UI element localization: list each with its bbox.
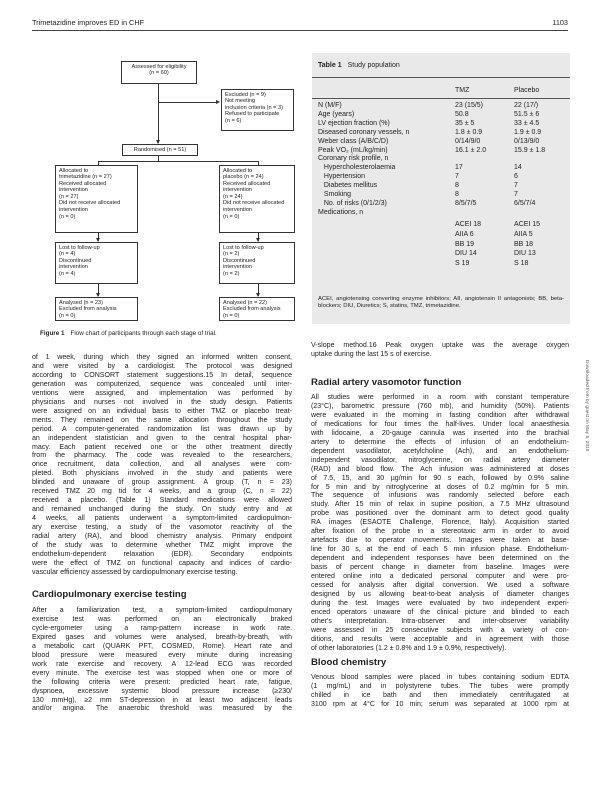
flow-box-analysed-placebo: Analysed (n = 22) Excluded from analysis (n = 0)	[219, 297, 295, 321]
text-line: blinded and unaware of group assignment. A group (T, n = 23)	[32, 479, 292, 487]
cell-placebo: ACEI 15	[514, 220, 541, 228]
header-rule	[32, 30, 568, 31]
text-line: probe was positioned over the dominant arm to detect good quality	[311, 510, 569, 518]
flow-box-lost-placebo: Lost to follow-up (n = 2) Discontinued intervention (n = 2)	[219, 242, 295, 284]
cell-placebo: 51.5 ± 6	[514, 110, 540, 118]
running-title: Trimetazidine improves ED in CHF	[32, 18, 145, 27]
cell-tmz: BB 19	[455, 240, 475, 248]
row-label: Medications, n	[318, 208, 364, 216]
column-header-placebo: Placebo	[514, 87, 540, 94]
flow-line	[158, 102, 218, 103]
table-rule-top	[312, 77, 570, 78]
text-line: artery to determine the effects of infusion of an endothelium-	[311, 438, 569, 446]
text-line: basis of percent change in diameter from baseline. Images were	[311, 564, 569, 572]
text-line: received TMZ 20 mg tid for 4 weeks, and a group (C, n = 22)	[32, 488, 292, 496]
row-label: Peak VO₂ (mL/kg/min)	[318, 146, 388, 154]
flow-box-analysed-tmz: Analysed (n = 23) Excluded from analysis (n = 0)	[55, 297, 138, 321]
table-study-population	[312, 53, 570, 324]
row-label: No. of risks (0/1/2/3)	[318, 199, 387, 207]
row-label: Hypertension	[318, 173, 366, 181]
text-line: artefacts due to operator movements. Images were taken at base-	[311, 537, 569, 545]
download-watermark: Downloaded from by guest on May 5, 2015	[584, 360, 589, 452]
cell-tmz: 8	[455, 182, 459, 190]
text-line: were assigned on an individual basis to either TMZ or placebo treat-	[32, 407, 292, 415]
text-line: of medications for four times the half-lives. Under local anaesthesia	[311, 420, 569, 428]
text-line: cycle-ergometer using a ramp-pattern increase in work rate.	[32, 624, 292, 632]
text-line: ary exercise testing, a study of the vasomotor reactivity of the	[32, 524, 292, 532]
row-label: N (M/F)	[318, 102, 342, 109]
text-line: The sequence of infusions was randomly selected before each	[311, 492, 569, 500]
cell-tmz: 1.8 ± 0.9	[455, 128, 483, 136]
table-rule-header	[312, 98, 570, 99]
cell-placebo: 33 ± 4.5	[514, 119, 540, 127]
paragraph-blood-chemistry	[311, 674, 569, 710]
cell-tmz: 8	[455, 191, 459, 198]
flow-arrow	[216, 100, 220, 104]
row-label: Age (years)	[318, 110, 355, 118]
text-line: V-slope method.16 Peak oxygen uptake was the average oxygen	[311, 342, 569, 349]
row-label: Coronary risk profile, n	[318, 155, 389, 163]
paragraph-radial-artery	[311, 394, 569, 654]
row-label: Diseased coronary vessels, n	[318, 128, 410, 136]
text-line: RA images (ESAOTE Challenge, Florence, Italy). Acquisition started	[311, 519, 569, 527]
heading-blood-chemistry: Blood chemistry	[311, 657, 387, 668]
table-row-medication	[318, 259, 566, 268]
text-line: period. A computer-generated randomization list was drawn up by	[32, 425, 292, 433]
flow-box-allocated-tmz: Allocated to trimetazidine (n = 27) Received allocated intervention (n = 27) Did not receive allocated intervention (n = 0)	[55, 165, 138, 233]
figure-caption-text: Flow chart of participants through each stage of trial.	[70, 330, 217, 337]
column-header-tmz: TMZ	[455, 87, 470, 94]
text-line: according to CONSORT statement suggestions.15 In detail, sequence	[32, 371, 292, 379]
table-row	[318, 110, 566, 119]
text-line: an independent statistician and given to the central hospital phar-	[32, 434, 292, 442]
text-line: of 7.5, 15, and 30 µg/min for 90 s each, followed by 0.9% saline	[311, 474, 569, 482]
cell-placebo: DIU 13	[514, 250, 536, 258]
table-row	[318, 199, 566, 208]
table-row-medication	[318, 230, 566, 239]
flow-box-lost-tmz: Lost to follow-up (n = 4) Discontinued intervention (n = 4)	[55, 242, 138, 284]
cell-placebo: 7	[514, 191, 518, 198]
text-line: were evaluated in the morning in fasting condition after withdrawal	[311, 411, 569, 419]
cell-tmz: 7	[455, 173, 459, 181]
flow-line	[98, 161, 258, 162]
text-line: designed by us allowing beat-to-beat analysis of diameter changes	[311, 590, 569, 598]
table-row	[318, 154, 566, 163]
text-line: and were visited by a cardiologist. The protocol was designed	[32, 362, 292, 370]
text-line: with lidocaine, a 20-gauge cannula was inserted into the brachial	[311, 429, 569, 437]
text-line: endothelium-dependent relaxation (EDR). Secondary endpoints	[32, 550, 292, 558]
cell-tmz: 35 ± 5	[455, 119, 475, 127]
table-title	[318, 62, 400, 69]
right-column-radial	[311, 394, 569, 654]
row-label: LV ejection fraction (%)	[318, 119, 390, 127]
text-line: Venous blood samples were placed in tubes containing sodium EDTA	[311, 674, 569, 681]
text-line: After a familiarization test, a symptom-limited cardiopulmonary	[32, 607, 292, 614]
text-line: ments. They remained on the same allocation throughout the study	[32, 416, 292, 424]
left-column-cpet	[32, 607, 292, 714]
table-row	[318, 163, 566, 172]
text-line: 130 mmHg), ≥2 mm ST-depression in at least two adjacent leads	[32, 696, 292, 704]
text-line: enced operators unaware of the clinical picture and blinded to each	[311, 608, 569, 616]
cell-placebo: 6/5/7/4	[514, 199, 536, 207]
table-title-text: Study population	[347, 62, 400, 69]
cell-placebo: 14	[514, 164, 522, 172]
text-line: and/or angina. The anaerobic threshold was measured by the	[32, 705, 292, 713]
text-line: (23°C), barometric pressure (760 mb), and humidity (50%). Patients	[311, 402, 569, 410]
cell-tmz: 23 (15/5)	[455, 102, 484, 109]
table-row	[318, 146, 566, 155]
cell-placebo: 7	[514, 182, 518, 190]
text-line: during the test. Images were evaluated by two independent experi-	[311, 599, 569, 607]
flow-line	[158, 84, 159, 143]
table-row	[318, 137, 566, 146]
text-line: line for 30 s, at the end of each 5 min infusion phase. Endothelium-	[311, 546, 569, 554]
text-line: ventions were assigned, and implementation was performed by	[32, 389, 292, 397]
table-label: Table 1	[318, 62, 342, 69]
paragraph-study-design	[32, 354, 292, 578]
text-line: of other laboratories (1.2 ± 0.8% and 1.9 ± 0.9%, respectively).	[311, 644, 507, 652]
cell-placebo: 0/13/9/0	[514, 137, 540, 145]
text-line: were the effect of TMZ on functional capacity and indices of cardio-	[32, 559, 292, 567]
text-line: other's interpretation. Intra-observer and inter-observer variability	[311, 617, 569, 625]
cell-placebo: 6	[514, 173, 518, 181]
row-label: Hypercholesterolaemia	[318, 164, 396, 172]
page-number: 1103	[552, 18, 568, 27]
text-line: pleted. Both physicians involved in the study and patients were	[32, 470, 292, 478]
text-line: 3100 rpm at 4°C for 10 min; serum was separated at 1000 rpm at	[311, 700, 569, 708]
text-line: of the study was to determine whether TMZ might improve the	[32, 542, 292, 550]
cell-tmz: S 19	[455, 260, 470, 268]
cell-placebo: 22 (17/)	[514, 102, 539, 109]
text-line: and remained unchanged during the study. On study entry and at	[32, 506, 292, 514]
table-row	[318, 208, 566, 217]
text-line: ditions, and results were acceptable and in agreement with those	[311, 635, 569, 643]
text-line: from the pharmacy. The code was revealed to the researchers,	[32, 452, 292, 460]
cell-tmz: 8/5/7/5	[455, 199, 477, 207]
table-row	[318, 190, 566, 199]
table-row-medication	[318, 240, 566, 249]
text-line: work rate exercise and recovery. A 12-lead ECG was recorded	[32, 660, 292, 668]
text-line: (RAD) and blood flow. The Ach infusion was administered at doses	[311, 465, 569, 473]
cell-tmz: 17	[455, 164, 463, 172]
right-column-blood	[311, 674, 569, 710]
cell-tmz: 50.8	[455, 110, 469, 118]
table-row	[318, 172, 566, 181]
text-line: generation was computerized, sequence was concealed until inter-	[32, 380, 292, 388]
cell-tmz: AIIA 6	[455, 230, 474, 238]
flow-box-assessed: Assessed for eligibility (n = 60)	[121, 61, 197, 84]
text-line: macy. Each patient received one or the other treatment directly	[32, 443, 292, 451]
figure-caption	[40, 330, 217, 337]
text-line: Expired gases and volumes were analysed, breath-by-breath, with	[32, 633, 292, 641]
text-line: study. After 15 min of relax in supine position, a 7.5 MHz ultrasound	[311, 501, 569, 509]
cell-placebo: S 18	[514, 260, 529, 268]
table-row	[318, 181, 566, 190]
flow-box-excluded: Excluded (n = 9) Not meeting inclusion criteria (n = 3) Refused to participate (n = 6)	[221, 89, 294, 131]
text-line: radial artery (RA), and blood chemistry analysis. Primary endpoint	[32, 533, 292, 541]
text-line: a metabolic cart (QUARK PFT, COSMED, Rome). Heart rate and	[32, 642, 292, 650]
cell-tmz: ACEI 18	[455, 220, 482, 228]
text-line: cessed for analysis after digital conversion. We used a software	[311, 582, 569, 590]
flow-box-allocated-placebo: Allocated to placebo (n = 24) Received allocated intervention (n = 24) Did not receive allocated intervention (n = 0)	[219, 165, 295, 233]
text-line: the following criteria were present: predicted heart rate, fatigue,	[32, 678, 292, 686]
cell-tmz: 0/14/9/0	[455, 137, 481, 145]
text-line: dependent and independent responses have been determined on the	[311, 555, 569, 563]
text-line: All studies were performed in a room with constant temperature	[311, 394, 569, 401]
cell-tmz: 16.1 ± 2.0	[455, 146, 487, 154]
text-line: physicians and nurses not involved in the study design. Patients	[32, 398, 292, 406]
text-line: 4 weeks, all patients underwent a symptom-limited cardiopulmon-	[32, 515, 292, 523]
figure-label: Figure 1	[40, 330, 65, 337]
row-label: Weber class (A/B/C/D)	[318, 137, 389, 145]
text-line: received a placebo. (Table 1) Standard medications were allowed	[32, 497, 292, 505]
text-line: entered online into a dedicated personal computer and were pro-	[311, 573, 569, 581]
text-line: independent vasodilator, nitroglycerine, on radial artery diameter	[311, 456, 569, 464]
text-line: every minute. The exercise test was stopped when one or more of	[32, 669, 292, 677]
flow-box-randomised: Randomised (n = 51)	[122, 144, 198, 156]
cell-placebo: AIIA 5	[514, 230, 533, 238]
text-line: exercise test was performed on an electronically braked	[32, 615, 292, 623]
text-line: (1 mg/mL) and in polystyrene tubes. The tubes were promptly	[311, 682, 569, 690]
cell-placebo: BB 18	[514, 240, 534, 248]
text-line: vascular efficiency assessed by cardiopulmonary exercise testing.	[32, 568, 238, 576]
cell-placebo: 15.9 ± 1.8	[514, 146, 546, 154]
left-column	[32, 354, 292, 578]
paragraph-cpet	[32, 607, 292, 714]
cell-tmz: DIU 14	[455, 250, 477, 258]
heading-radial-artery: Radial artery vasomotor function	[311, 377, 462, 388]
text-line: were assessed in 25 consecutive subjects with a variety of con-	[311, 626, 569, 634]
table-footnote: ACEI, angiotensing converting enzyme inhibitors; AII, angiotensin II antagonists; BB, beta-blockers; DIU, Diuretics; S, statins, TMZ, trimetazidine.	[318, 296, 564, 310]
text-line: of 1 week, during which they signed an informed written consent,	[32, 354, 292, 361]
cell-placebo: 1.9 ± 0.9	[514, 128, 542, 136]
text-line: dependent vasodilator, acetylcholine (Ach), and an endothelium-	[311, 447, 569, 455]
table-header-row	[318, 86, 566, 95]
row-label: Diabetes mellitus	[318, 182, 378, 190]
row-label: Smoking	[318, 191, 352, 198]
text-line: for 5 min and by nitroglycerine at doses of 0.2 mg/min for 5 min.	[311, 483, 569, 491]
text-line: once recruitment, data collection, and all analyses were com-	[32, 461, 292, 469]
text-line: after fixation of the probe in a stereotaxic arm in order to avoid	[311, 528, 569, 536]
table-row-medication	[318, 249, 566, 258]
table-row-medication	[318, 220, 566, 229]
table-row	[318, 128, 566, 137]
table-row	[318, 119, 566, 128]
table-row	[318, 101, 566, 110]
text-line: chilled in ice bath and then immediately centrifugated at	[311, 691, 569, 699]
text-line: uptake during the last 15 s of exercise.	[311, 350, 432, 358]
heading-cpet: Cardiopulmonary exercise testing	[32, 589, 187, 600]
text-line: blood pressure were measured every minute during increasing	[32, 651, 292, 659]
paragraph-vslope	[311, 342, 569, 360]
right-column	[311, 342, 569, 360]
text-line: dyspnoea, excessive systemic blood pressure increase (≥230/	[32, 687, 292, 695]
